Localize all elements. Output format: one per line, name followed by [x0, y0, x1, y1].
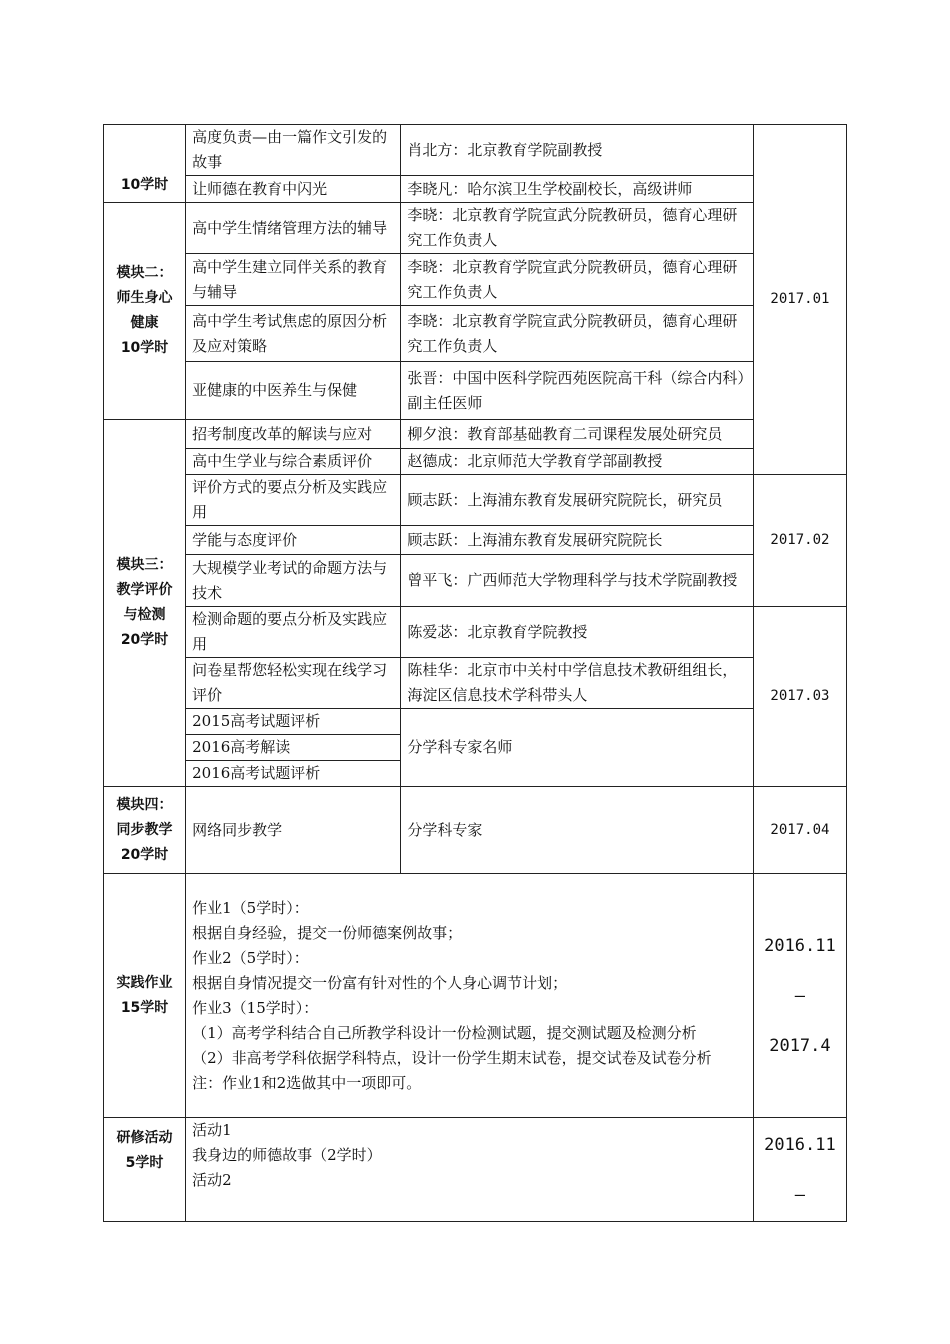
course-topic: 招考制度改革的解读与应对: [186, 420, 401, 449]
course-speaker: 李晓：北京教育学院宣武分院教研员，德育心理研究工作负责人: [401, 306, 753, 362]
table-row: [104, 125, 847, 176]
course-topic: 高中学生情绪管理方法的辅导: [186, 203, 401, 254]
course-speaker: 顾志跃：上海浦东教育发展研究院院长，研究员: [401, 475, 753, 526]
course-topic: 学能与态度评价: [186, 526, 401, 555]
schedule-table: [103, 124, 847, 1222]
course-speaker: 分学科专家名师: [401, 709, 753, 787]
table-row: [104, 709, 847, 735]
course-topic: 检测命题的要点分析及实践应用: [186, 607, 401, 658]
course-speaker: 张晋：中国中医科学院西苑医院高干科（综合内科）副主任医师: [401, 362, 753, 420]
table-row: [104, 874, 847, 1118]
table-row: [104, 787, 847, 874]
date-cell: 2017.03: [753, 607, 846, 787]
table-row: [104, 203, 847, 254]
table-row: [104, 555, 847, 607]
table-row: [104, 254, 847, 306]
module-cell: 研修活动 5学时: [104, 1118, 186, 1222]
course-topic: 亚健康的中医养生与保健: [186, 362, 401, 420]
course-speaker: 陈爱苾：北京教育学院教授: [401, 607, 753, 658]
course-speaker: 顾志跃：上海浦东教育发展研究院院长: [401, 526, 753, 555]
course-topic: 高中学生考试焦虑的原因分析及应对策略: [186, 306, 401, 362]
table-row: [104, 526, 847, 555]
module-cell: 模块四： 同步教学 20学时: [104, 787, 186, 874]
table-row: [104, 1118, 847, 1222]
module-cell: 模块二： 师生身心 健康 10学时: [104, 203, 186, 420]
date-cell: 2017.02: [753, 475, 846, 607]
course-speaker: 分学科专家: [401, 787, 753, 874]
course-speaker: 曾平飞：广西师范大学物理科学与技术学院副教授: [401, 555, 753, 607]
date-cell: 2017.01: [753, 125, 846, 475]
course-speaker: 肖北方：北京教育学院副教授: [401, 125, 753, 176]
course-speaker: 陈桂华：北京市中关村中学信息技术教研组组长，海淀区信息技术学科带头人: [401, 658, 753, 709]
course-speaker: 柳夕浪：教育部基础教育二司课程发展处研究员: [401, 420, 753, 449]
assignment-text: 作业1（5学时）： 根据自身经验，提交一份师德案例故事； 作业2（5学时）： 根据自身情况提交一份富有针对性的个人身心调节计划； 作业3（15学时）： （1）高考学科结合自己所教学科设计一份检测试题，提交测试题及检测分析 （2）非高考学科依据学科特点，设计一份学生期末试卷，提交试卷及试卷分析 注：作业1和2选做其中一项即可。: [186, 874, 754, 1118]
module-cell: 实践作业 15学时: [104, 874, 186, 1118]
table-row: [104, 420, 847, 449]
date-cell: 2016.11 –: [753, 1118, 846, 1222]
table-row: [104, 475, 847, 526]
date-cell: 2016.11 – 2017.4: [753, 874, 846, 1118]
course-speaker: 赵德成：北京师范大学教育学部副教授: [401, 449, 753, 475]
table-row: [104, 449, 847, 475]
table-row: [104, 607, 847, 658]
module-cell: 10学时: [104, 125, 186, 203]
course-speaker: 李晓凡：哈尔滨卫生学校副校长，高级讲师: [401, 176, 753, 203]
course-topic: 网络同步教学: [186, 787, 401, 874]
course-topic: 2016高考试题评析: [186, 761, 401, 787]
course-topic: 2015高考试题评析: [186, 709, 401, 735]
course-topic: 评价方式的要点分析及实践应用: [186, 475, 401, 526]
course-topic: 高度负责—由一篇作文引发的故事: [186, 125, 401, 176]
course-topic: 2016高考解读: [186, 735, 401, 761]
activity-text: 活动1 我身边的师德故事（2学时） 活动2: [186, 1118, 754, 1222]
course-topic: 高中学生建立同伴关系的教育与辅导: [186, 254, 401, 306]
table-row: [104, 658, 847, 709]
course-topic: 问卷星帮您轻松实现在线学习评价: [186, 658, 401, 709]
table-row: [104, 176, 847, 203]
course-topic: 高中生学业与综合素质评价: [186, 449, 401, 475]
table-row: [104, 306, 847, 362]
date-cell: 2017.04: [753, 787, 846, 874]
module-cell: 模块三： 教学评价 与检测 20学时: [104, 420, 186, 787]
course-topic: 让师德在教育中闪光: [186, 176, 401, 203]
course-speaker: 李晓：北京教育学院宣武分院教研员，德育心理研究工作负责人: [401, 203, 753, 254]
table-row: [104, 362, 847, 420]
course-topic: 大规模学业考试的命题方法与技术: [186, 555, 401, 607]
course-speaker: 李晓：北京教育学院宣武分院教研员，德育心理研究工作负责人: [401, 254, 753, 306]
